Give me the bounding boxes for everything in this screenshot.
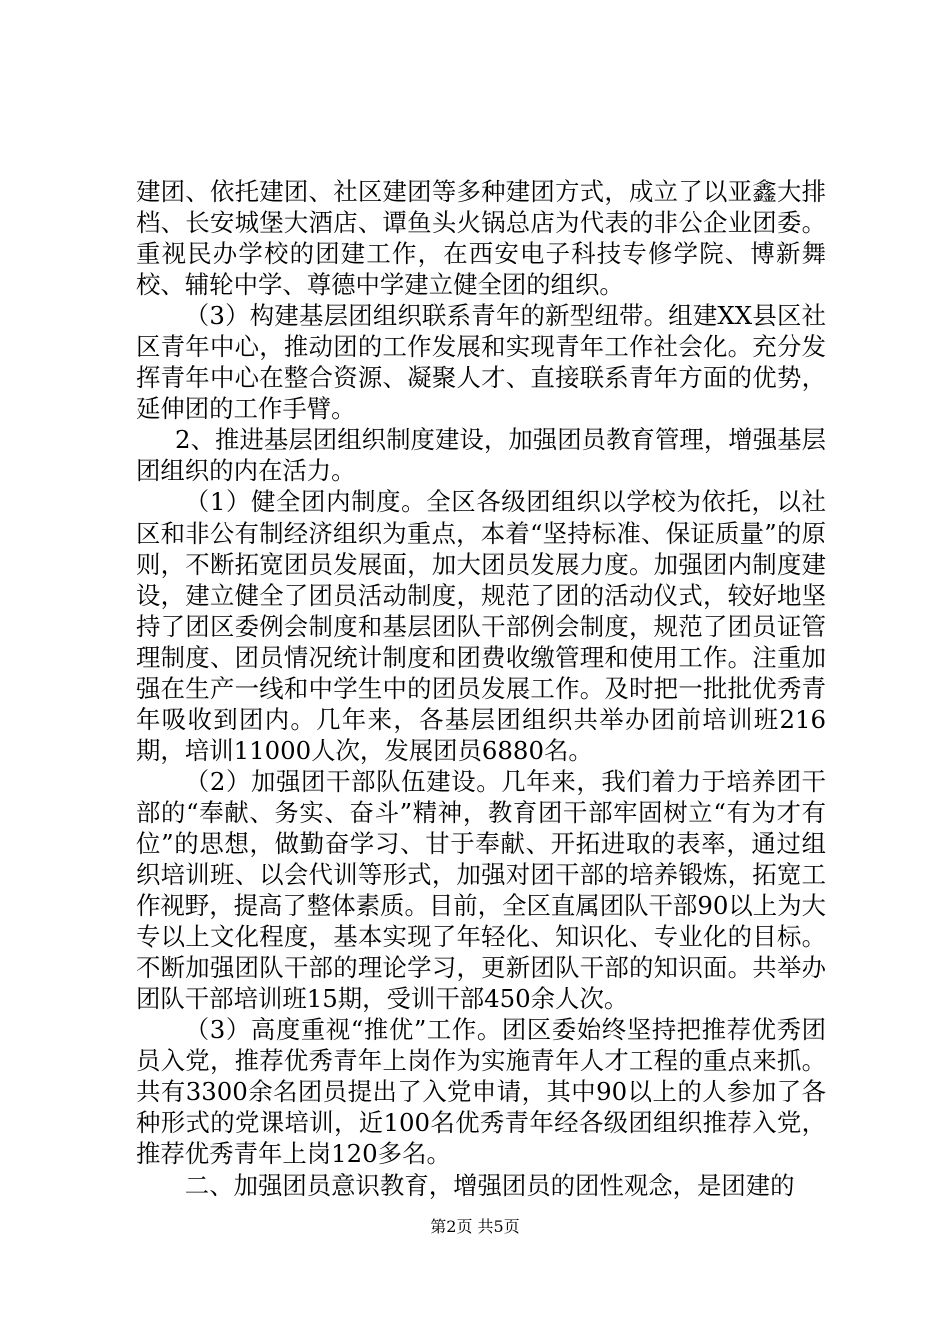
paragraph-item-1-internal-system: （1）健全团内制度。全区各级团组织以学校为依托，以社区和非公有制经济组织为重点，本着“坚持标准、保证质量”的原则，不断拓宽团员发展面，加大团员发展力度。加强团内制度建设，建立健全了团员活动制度，规范了团的活动仪式，较好地坚持了团区委例会制度和基层团队干部例会制度，规范了团员证管理制度、团员情况统计制度和团费收缴管理和使用工作。注重加强在生产一线和中学生中的团员发展工作。及时把一批批优秀青年吸收到团内。几年来，各基层团组织共举办团前培训班216期，培训11000人次，发展团员6880名。 xyxy=(136,487,826,765)
paragraph-item-3-community-center: （3）构建基层团组织联系青年的新型纽带。组建XX县区社区青年中心，推动团的工作发展和实现青年工作社会化。充分发挥青年中心在整合资源、凝聚人才、直接联系青年方面的优势，延伸团的工作手臂。 xyxy=(136,301,826,424)
page-number-label: 第2页 共5页 xyxy=(430,1217,520,1236)
paragraph-section-two-heading: 二、加强团员意识教育，增强团员的团性观念，是团建的 xyxy=(184,1170,795,1200)
paragraph-item-3-recommendation: （3）高度重视“推优”工作。团区委始终坚持把推荐优秀团员入党，推荐优秀青年上岗作为实施青年人才工程的重点来抓。共有3300余名团员提出了入党申请，其中90以上的人参加了各种形式的党课培训，近100名优秀青年经各级团组织推荐入党，推荐优秀青年上岗120多名。 xyxy=(136,1015,826,1169)
document-body xyxy=(136,176,826,1201)
paragraph-continuation: 建团、依托建团、社区建团等多种建团方式，成立了以亚鑫大排档、长安城堡大酒店、谭鱼头火锅总店为代表的非公企业团委。重视民办学校的团建工作，在西安电子科技专修学院、博新舞校、辅轮中学、尊德中学建立健全团的组织。 xyxy=(136,177,826,300)
paragraph-section-2-heading: 2、推进基层团组织制度建设，加强团员教育管理，增强基层团组织的内在活力。 xyxy=(136,425,826,486)
page-footer xyxy=(0,1217,950,1237)
paragraph-item-2-cadre-building: （2）加强团干部队伍建设。几年来，我们着力于培养团干部的“奉献、务实、奋斗”精神，教育团干部牢固树立“有为才有位”的思想，做勤奋学习、甘于奉献、开拓进取的表率，通过组织培训班、以会代训等形式，加强对团干部的培养锻炼，拓宽工作视野，提高了整体素质。目前，全区直属团队干部90以上为大专以上文化程度，基本实现了年轻化、知识化、专业化的目标。不断加强团队干部的理论学习，更新团队干部的知识面。共举办团队干部培训班15期，受训干部450余人次。 xyxy=(136,766,826,1014)
